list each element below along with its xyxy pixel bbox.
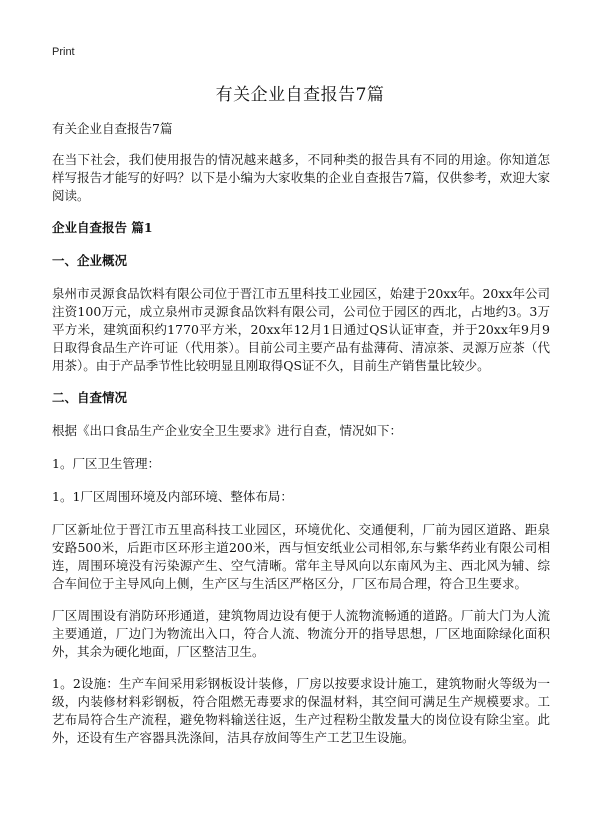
self-check-intro: 根据《出口食品生产企业安全卫生要求》进行自查，情况如下： — [52, 423, 403, 438]
document-body — [52, 120, 550, 761]
overview-paragraph: 泉州市灵源食品饮料有限公司位于晋江市五里科技工业园区，始建于20xx年。20xx年公司注资100万元，成立泉州市灵源食品饮料有限公司，公司位于园区的西北，占地约3。3万平方米，建筑面积约1770平方米，20xx年12月1日通过QS认证审查，并于20xx年9月9日取得食品生产许可证（代用茶）。目前公司主要产品有盐薄荷、清凉茶、灵源万应茶（代用茶）。由于产品季节性比较明显且刚取得QS证不久，目前生产销售量比较少。 — [52, 286, 550, 373]
paragraph-site-location: 厂区新址位于晋江市五里高科技工业园区，环境优化、交通便利，厂前为园区道路、距泉安路500米，后距市区环形主道200米，西与恒安纸业公司相邻,东与紫华药业有限公司相连，周围环境没有污染源产生、空气清晰。常年主导风向以东南风为主、西北风为辅、综合车间位于主导风向上侧，生产区与生活区严格区分，厂区布局合理，符合卫生要求。 — [52, 522, 550, 591]
intro-paragraph: 在当下社会，我们使用报告的情况越来越多，不同种类的报告具有不同的用途。你知道怎样写报告才能写的好吗？以下是小编为大家收集的企业自查报告7篇，仅供参考，欢迎大家阅读。 — [52, 152, 550, 203]
part-title: 企业自查报告 篇1 — [52, 220, 153, 235]
item-environment-layout: 1。1厂区周围环境及内部环境、整体布局： — [52, 489, 293, 504]
print-link[interactable]: Print — [52, 46, 75, 58]
section-heading-self-check: 二、自查情况 — [52, 390, 128, 405]
paragraph-facilities: 1。2设施：生产车间采用彩钢板设计装修，厂房以按要求设计施工，建筑物耐火等级为一级，内装修材料彩钢板，符合阻燃无毒要求的保温材料，其空间可满足生产规模要求。工艺布局符合生产流程，避免物料输送往返，生产过程粉尘散发量大的岗位设有除尘室。此外，还设有生产容器具洗涤间，洁具存放间等生产工艺卫生设施。 — [52, 676, 550, 745]
item-plant-hygiene: 1。厂区卫生管理： — [52, 456, 160, 471]
document-subtitle: 有关企业自查报告7篇 — [52, 121, 173, 136]
page-title: 有关企业自查报告7篇 — [215, 85, 385, 105]
paragraph-fire-roads: 厂区周围设有消防环形通道，建筑物周边设有便于人流物流畅通的道路。厂前大门为人流主要通道，厂边门为物流出入口，符合人流、物流分开的指导思想，厂区地面除绿化面积外，其余为硬化地面，厂区整洁卫生。 — [52, 608, 550, 659]
section-heading-overview: 一、企业概况 — [52, 253, 128, 268]
